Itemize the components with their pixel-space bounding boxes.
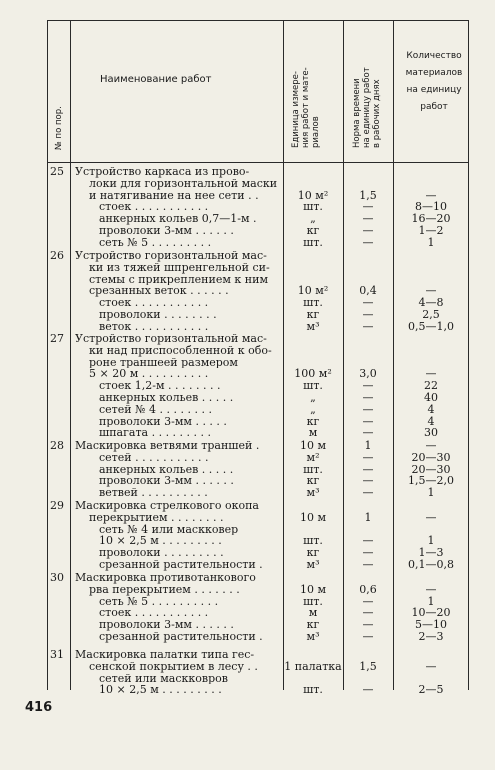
unit-column xyxy=(284,649,342,696)
quantity-cell: 22 xyxy=(424,379,438,393)
norm-cell: — xyxy=(362,594,374,608)
description-line: проволоки . . . . . . . . . xyxy=(99,547,224,559)
quantity-cell: 10—20 xyxy=(411,606,451,620)
unit-cell: шт. xyxy=(303,200,323,214)
norm-column xyxy=(343,166,393,249)
row-number: 27 xyxy=(50,332,64,345)
quantity-cell: 16—20 xyxy=(411,212,451,226)
norm-cell xyxy=(343,178,393,190)
description-line: Маскировка ветвями траншей . xyxy=(75,440,260,452)
description-line: ки из тяжей шпренгельной си- xyxy=(89,261,270,274)
description-line: сенской покрытием в лесу . . xyxy=(89,660,258,673)
unit-cell: кг xyxy=(306,618,320,632)
unit-column xyxy=(284,572,342,643)
norm-cell: 0,6 xyxy=(359,582,377,596)
unit-column xyxy=(284,333,342,439)
row-number: 31 xyxy=(50,648,64,661)
description-line: шпагата . . . . . . . . . xyxy=(99,427,212,440)
qty-column xyxy=(395,500,467,571)
header-norm-line: на единицу работ xyxy=(362,67,372,148)
quantity-cell: 1 xyxy=(427,594,435,608)
description-line: стоек . . . . . . . . . . . xyxy=(99,201,209,214)
quantity-cell: 4—8 xyxy=(418,296,444,310)
table-top-border xyxy=(47,20,468,21)
norm-column xyxy=(343,440,393,499)
unit-cell: кг xyxy=(306,414,320,428)
quantity-cell: — xyxy=(425,510,437,524)
norm-cell: — xyxy=(362,414,374,428)
unit-cell: шт. xyxy=(303,683,323,697)
unit-cell: кг xyxy=(306,307,320,321)
col-divider-no xyxy=(70,20,71,690)
norm-cell xyxy=(343,333,393,345)
unit-cell xyxy=(284,250,342,262)
description-line: 10 × 2,5 м . . . . . . . . . xyxy=(99,535,222,548)
norm-cell: — xyxy=(362,379,374,393)
unit-cell: м³ xyxy=(306,486,320,500)
description-line: Маскировка противотанкового xyxy=(75,572,256,584)
unit-cell xyxy=(284,345,342,357)
norm-column xyxy=(343,250,393,333)
description-line: рва перекрытием . . . . . . . xyxy=(89,583,240,596)
header-qty-line: Количество xyxy=(406,51,462,61)
norm-cell: 1,5 xyxy=(359,188,377,202)
table-right-border xyxy=(468,20,469,690)
unit-cell: шт. xyxy=(303,235,323,249)
header-qty-line: материалов xyxy=(405,68,463,78)
description-line: сетей или маскковров xyxy=(99,672,228,685)
norm-cell xyxy=(343,250,393,262)
description-line: Устройство горизонтальной мас- xyxy=(75,250,267,262)
norm-cell: — xyxy=(362,212,374,226)
row-number: 25 xyxy=(50,165,64,178)
quantity-cell: — xyxy=(425,367,437,381)
unit-cell: кг xyxy=(306,223,320,237)
quantity-cell: 20—30 xyxy=(411,462,451,476)
description-line: стоек . . . . . . . . . . . xyxy=(99,607,209,620)
unit-cell: 10 м xyxy=(299,510,327,524)
quantity-cell: 4 xyxy=(427,414,435,428)
header-col-name: Наименование работ xyxy=(100,74,212,85)
header-col-no: № по пор. xyxy=(54,106,64,150)
norm-cell: — xyxy=(362,557,374,571)
norm-cell: 0,4 xyxy=(359,284,377,298)
quantity-cell: 1—2 xyxy=(418,223,444,237)
quantity-cell: 8—10 xyxy=(415,200,447,214)
description-line: локи для горизонтальной маски xyxy=(89,177,278,190)
description-line: стоек . . . . . . . . . . . xyxy=(99,297,209,309)
description-line: проволоки 3-мм . . . . . . xyxy=(99,619,234,631)
quantity-cell: 20—30 xyxy=(411,450,451,464)
unit-cell: „ xyxy=(310,212,316,226)
description-line: срезанной растительности . xyxy=(99,630,263,643)
description-line: срезанной растительности . xyxy=(99,558,263,571)
quantity-cell: — xyxy=(425,582,437,596)
norm-cell: — xyxy=(362,450,374,464)
work-description xyxy=(75,333,280,439)
header-qty-line: работ xyxy=(420,102,448,112)
description-line: сетей № 4 . . . . . . . . xyxy=(99,403,212,416)
description-line: сеть № 5 . . . . . . . . . . xyxy=(99,595,219,608)
norm-cell: — xyxy=(362,390,374,404)
header-unit-line: риалов xyxy=(311,116,321,148)
description-line: проволоки 3-мм . . . . . . xyxy=(99,224,234,237)
quantity-cell: 30 xyxy=(424,426,438,440)
unit-cell: шт. xyxy=(303,296,323,310)
work-description xyxy=(75,572,280,643)
row-number: 28 xyxy=(50,439,64,452)
unit-column xyxy=(284,250,342,333)
qty-column xyxy=(395,250,467,333)
qty-column xyxy=(395,166,467,249)
row-number: 30 xyxy=(50,571,64,584)
quantity-cell xyxy=(395,262,467,274)
description-line: стоек 1,2-м . . . . . . . . xyxy=(99,380,221,392)
header-col-unit xyxy=(291,67,321,148)
description-line: ветвей . . . . . . . . . . xyxy=(99,487,208,499)
unit-cell: м xyxy=(308,606,318,620)
norm-cell: — xyxy=(362,296,374,310)
header-unit-line: ния работ и мате- xyxy=(301,67,311,148)
quantity-cell: — xyxy=(425,188,437,202)
description-line: сетей . . . . . . . . . . . xyxy=(99,451,209,464)
description-line: анкерных кольев 0,7—1-м . xyxy=(99,213,257,225)
unit-cell xyxy=(284,166,342,178)
table-left-border xyxy=(47,20,48,690)
header-norm-line: Норма времени xyxy=(352,78,362,148)
quantity-cell xyxy=(395,166,467,178)
row-number: 26 xyxy=(50,249,64,262)
norm-cell: — xyxy=(362,486,374,500)
header-norm-line: в рабочих днях xyxy=(372,79,382,148)
work-description xyxy=(75,250,280,333)
quantity-cell: 0,5—1,0 xyxy=(408,319,454,333)
norm-column xyxy=(343,649,393,696)
description-line: 10 × 2,5 м . . . . . . . . . xyxy=(99,684,222,697)
norm-cell: 1,5 xyxy=(359,659,377,673)
norm-cell: — xyxy=(362,683,374,697)
unit-cell: 10 м xyxy=(299,582,327,596)
header-separator xyxy=(47,162,468,163)
unit-cell xyxy=(284,262,342,274)
unit-column xyxy=(284,440,342,499)
norm-cell: — xyxy=(362,462,374,476)
unit-cell: м³ xyxy=(306,629,320,643)
unit-cell: 100 м² xyxy=(294,367,332,381)
header-unit-line: Единица измере- xyxy=(291,71,301,148)
description-line: и натягивание на нее сети . . xyxy=(89,189,259,202)
quantity-cell: 1 xyxy=(427,486,435,500)
unit-cell xyxy=(284,333,342,345)
quantity-cell xyxy=(395,178,467,190)
work-description xyxy=(75,500,280,571)
norm-column xyxy=(343,500,393,571)
quantity-cell: 2,5 xyxy=(422,307,440,321)
unit-cell: м xyxy=(308,426,318,440)
unit-cell: 10 м xyxy=(299,439,327,452)
quantity-cell: 0,1—0,8 xyxy=(408,557,454,571)
quantity-cell: — xyxy=(425,659,437,673)
norm-cell xyxy=(343,262,393,274)
unit-cell: м² xyxy=(306,450,320,464)
norm-cell xyxy=(343,166,393,178)
unit-cell xyxy=(284,178,342,190)
description-line: веток . . . . . . . . . . . xyxy=(99,320,209,333)
description-line: перекрытием . . . . . . . . xyxy=(89,511,224,524)
quantity-cell: 4 xyxy=(427,402,435,416)
unit-cell: м³ xyxy=(306,319,320,333)
norm-cell: — xyxy=(362,546,374,560)
col-divider-norm xyxy=(393,20,394,690)
description-line: Маскировка палатки типа гес- xyxy=(75,649,255,661)
header-col-norm xyxy=(352,67,382,148)
norm-cell: — xyxy=(362,307,374,321)
norm-cell: — xyxy=(362,223,374,237)
unit-cell: шт. xyxy=(303,534,323,548)
quantity-cell: — xyxy=(425,284,437,298)
unit-column xyxy=(284,166,342,249)
description-line: роне траншеей размером xyxy=(89,356,238,369)
norm-cell: — xyxy=(362,474,374,488)
norm-cell: — xyxy=(362,319,374,333)
header-qty-line: на единицу xyxy=(406,85,462,95)
quantity-cell: 1 xyxy=(427,235,435,249)
norm-cell: 1 xyxy=(364,510,372,524)
norm-cell: — xyxy=(362,618,374,632)
unit-cell: „ xyxy=(310,390,316,404)
description-line: сеть № 4 или маскковер xyxy=(99,523,239,536)
norm-cell: — xyxy=(362,235,374,249)
work-description xyxy=(75,440,280,499)
description-line: Устройство горизонтальной мас- xyxy=(75,333,267,345)
work-description xyxy=(75,649,280,696)
quantity-cell: 1 xyxy=(427,534,435,548)
norm-cell: — xyxy=(362,402,374,416)
description-line: сеть № 5 . . . . . . . . . xyxy=(99,236,212,249)
qty-column xyxy=(395,649,467,696)
quantity-cell: 5—10 xyxy=(415,618,447,632)
norm-cell: — xyxy=(362,534,374,548)
unit-cell: шт. xyxy=(303,594,323,608)
norm-cell: 3,0 xyxy=(359,367,377,381)
description-line: анкерных кольев . . . . . xyxy=(99,463,234,476)
quantity-cell: 1,5—2,0 xyxy=(408,474,454,488)
description-line: проволоки 3-мм . . . . . . xyxy=(99,475,234,488)
description-line: анкерных кольев . . . . . xyxy=(99,391,234,404)
unit-cell: м³ xyxy=(306,557,320,571)
description-line: 5 × 20 м . . . . . . . . . . xyxy=(89,368,209,381)
description-line: Устройство каркаса из прово- xyxy=(75,166,250,178)
header-col-qty xyxy=(394,48,474,116)
unit-cell: 10 м² xyxy=(297,188,329,202)
norm-cell: — xyxy=(362,629,374,643)
description-line: стемы с прикреплением к ним xyxy=(89,273,268,286)
quantity-cell xyxy=(395,333,467,345)
unit-column xyxy=(284,500,342,571)
qty-column xyxy=(395,440,467,499)
unit-cell: 1 палатка xyxy=(284,659,342,673)
unit-cell: „ xyxy=(310,402,316,416)
page-number: 416 xyxy=(25,700,53,715)
unit-cell: 10 м² xyxy=(297,284,329,298)
unit-cell: кг xyxy=(306,546,320,560)
description-line: проволоки 3-мм . . . . . xyxy=(99,415,227,428)
quantity-cell: — xyxy=(425,439,437,452)
quantity-cell: 1—3 xyxy=(418,546,444,560)
norm-cell: — xyxy=(362,606,374,620)
norm-cell: — xyxy=(362,200,374,214)
description-line: срезанных веток . . . . . . xyxy=(89,285,229,298)
quantity-cell xyxy=(395,250,467,262)
norm-column xyxy=(343,333,393,439)
unit-cell: шт. xyxy=(303,462,323,476)
unit-cell: кг xyxy=(306,474,320,488)
qty-column xyxy=(395,333,467,439)
description-line: Маскировка стрелкового окопа xyxy=(75,500,259,512)
norm-cell xyxy=(343,345,393,357)
quantity-cell: 2—5 xyxy=(418,683,444,697)
unit-cell: шт. xyxy=(303,379,323,393)
quantity-cell xyxy=(395,345,467,357)
quantity-cell: 2—3 xyxy=(418,629,444,643)
description-line: ки над приспособленной к обо- xyxy=(89,344,272,357)
quantity-cell: 40 xyxy=(424,390,438,404)
row-number: 29 xyxy=(50,499,64,512)
norm-cell: 1 xyxy=(364,439,372,452)
description-line: проволоки . . . . . . . . xyxy=(99,308,217,321)
norm-column xyxy=(343,572,393,643)
norm-cell: — xyxy=(362,426,374,440)
work-description xyxy=(75,166,280,249)
qty-column xyxy=(395,572,467,643)
